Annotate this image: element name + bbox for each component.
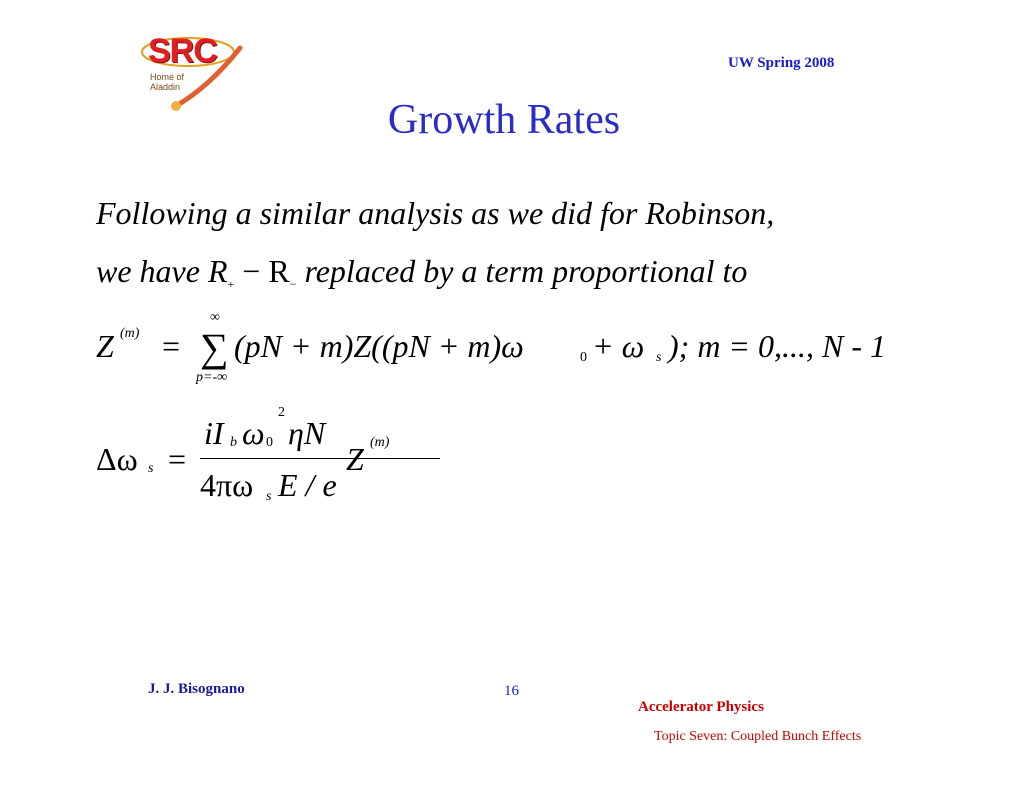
author-name: J. J. Bisognano xyxy=(148,681,245,697)
body-line-2: we have R+ − R− replaced by a term proportional to xyxy=(96,253,748,291)
course-date: UW Spring 2008 xyxy=(728,55,835,71)
logo-subtitle: Home of Aladdin xyxy=(150,72,185,92)
logo-text: SRC xyxy=(148,32,217,70)
slide-title: Growth Rates xyxy=(387,97,621,143)
fraction-bar xyxy=(200,458,440,459)
topic-title: Topic Seven: Coupled Bunch Effects xyxy=(654,729,862,744)
equation-impedance-sum: Z (m) = ∞ ∑ p=-∞ (pN + m)Z((pN + m)ω 0 + ω s ); m = 0,..., N - 1 xyxy=(96,310,887,385)
equation-growth-rate: Δω s = iI b ω 0 2 ηN 4πω s E / e Z (m) xyxy=(96,405,436,515)
sum-icon: ∑ xyxy=(200,325,229,370)
body-line-1: Following a similar analysis as we did for Robinson, xyxy=(96,195,775,231)
page-number: 16 xyxy=(504,683,519,699)
course-title: Accelerator Physics xyxy=(638,699,764,715)
